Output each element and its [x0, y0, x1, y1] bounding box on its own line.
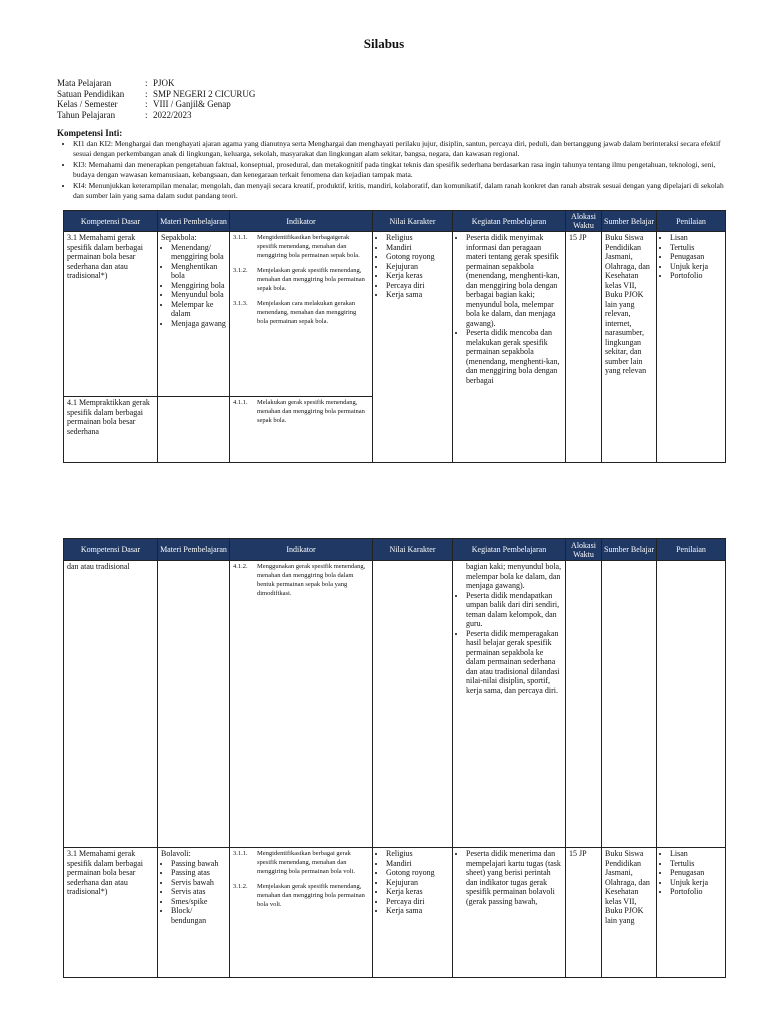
kegiatan-cell — [453, 561, 566, 848]
header-kompetensi-dasar: Kompetensi Dasar — [64, 539, 158, 561]
kegiatan-item: • Peserta didik menerima dan mempelajari kartu tugas (task sheet) yang berisi perintah dan indikator tugas gerak spesifik permainan bolavoli (gerak passing bawah, — [466, 849, 562, 906]
table-row — [64, 848, 726, 978]
indikator-item: 3.1.3. Menjelaskan cara melakukan gerakan menendang, menahan dan menggiring bola permainan sepak bola. — [233, 300, 357, 325]
meta-row: Mata Pelajaran : PJOK — [57, 78, 175, 88]
ki-heading: Kompetensi Inti: — [57, 128, 123, 138]
kegiatan-item: • Peserta didik mendapatkan umpan balik dari diri sendiri, teman dalam kelompok, dan guru. — [466, 591, 562, 629]
nilai-item: • Percaya diri — [386, 897, 449, 907]
materi-item: • Menghentikan bola — [171, 262, 226, 281]
nilai-item: • Kerja sama — [386, 290, 449, 300]
materi-item: • Servis atas — [171, 887, 226, 897]
ki-item: • KI1 dan KI2: Menghargai dan menghayati ajaran agama yang dianutnya serta Menghargai dan menghayati perilaku jujur, disiplin, santun, percaya diri, peduli, dan bertanggung jawab dalam berinteraksi secara efektif sesuai dengan perkembangan anak di lingkungan, keluarga, sekolah, masyarakat dan lingkungan alam sekitar, bangsa, negara, dan kawasan regional. — [73, 139, 729, 160]
meta-value: VIII / Ganjil& Genap — [153, 99, 231, 109]
materi-item: • Melempar ke dalam — [171, 300, 226, 319]
sumber-cell: Buku Siswa Pendidikan Jasmani, Olahraga, dan Kesehatan kelas VII, Buku PJOK lain yang — [602, 848, 657, 978]
materi-item: • Menyundul bola — [171, 290, 226, 300]
header-sumber-belajar: Sumber Belajar — [602, 539, 657, 561]
kd-cell: 3.1 Memahami gerak spesifik dalam berbagai permainan bola besar sederhana dan atau tradisional*) — [64, 232, 158, 397]
kd-cell: 3.1 Memahami gerak spesifik dalam berbagai permainan bola besar sederhana dan atau tradisional*) — [64, 848, 158, 978]
meta-key: Satuan Pendidikan — [57, 88, 125, 99]
nilai-item: • Kerja keras — [386, 887, 449, 897]
indikator-item: 3.1.1. Mengidentifikasikan berbagaigerak spesifik menendang, menahan dan menggiring bola permainan sepak bola. — [233, 234, 360, 259]
penilaian-item: • Unjuk kerja — [670, 262, 722, 272]
table-row — [64, 561, 726, 848]
sumber-cell-empty — [602, 561, 657, 848]
indikator-cell — [230, 848, 373, 978]
syllabus-table-1 — [63, 210, 726, 463]
header-alokasi-waktu: Alokasi Waktu — [566, 211, 602, 232]
meta-key: Mata Pelajaran — [57, 78, 112, 88]
penilaian-cell — [657, 848, 726, 978]
materi-item: • Passing bawah — [171, 859, 226, 869]
kegiatan-item: • Peserta didik memperagakan hasil belajar gerak spesifik permainan sepakbola ke dalam permainan sederhana dan atau tradisional dilandasi nilai-nilai disiplin, sportif, kerja sama, dan percaya diri. — [466, 629, 562, 696]
penilaian-item: • Portofolio — [670, 271, 722, 281]
materi-item: • Menjaga gawang — [171, 319, 226, 329]
nilai-item: • Religius — [386, 849, 449, 859]
header-nilai-karakter: Nilai Karakter — [373, 539, 453, 561]
header-materi: Materi Pembelajaran — [158, 211, 230, 232]
table-header-row — [64, 539, 726, 561]
header-alokasi-waktu: Alokasi Waktu — [566, 539, 602, 561]
meta-value: PJOK — [153, 78, 175, 88]
nilai-cell — [373, 232, 453, 463]
materi-item: • Block/ bendungan — [171, 906, 226, 925]
penilaian-item: • Tertulis — [670, 859, 722, 869]
materi-cell — [158, 232, 230, 397]
core-competencies — [57, 128, 729, 202]
nilai-item: • Gotong royong — [386, 252, 449, 262]
ki-item: • KI4: Menunjukkan keterampilan menalar, mengolah, dan menyaji secara kreatif, produktif, kritis, mandiri, kolaboratif, dan komunikatif, dalam ranah konkret dan ranah abstrak sesuai dengan yang dipelajari di sekolah dan sumber lain yang sama dalam sudut pandang teori. — [73, 181, 729, 202]
page-title: Silabus — [363, 36, 405, 51]
indikator-cell — [230, 397, 373, 463]
header-nilai-karakter: Nilai Karakter — [373, 211, 453, 232]
nilai-item: • Percaya diri — [386, 281, 449, 291]
materi-title: Sepakbola: — [161, 233, 197, 242]
penilaian-item: • Lisan — [670, 233, 722, 243]
table-row — [64, 232, 726, 397]
indikator-item: 3.1.2. Menjelaskan gerak spesifik menendang, menahan dan menggiring bola permainan bola voli. — [233, 883, 365, 908]
header-kegiatan: Kegiatan Pembelajaran — [453, 539, 566, 561]
header-indikator: Indikator — [230, 211, 373, 232]
penilaian-item: • Lisan — [670, 849, 722, 859]
materi-title: Bolavoli: — [161, 849, 191, 858]
meta-key: Kelas / Semester — [57, 99, 118, 109]
header-sumber-belajar: Sumber Belajar — [602, 211, 657, 232]
header-indikator: Indikator — [230, 539, 373, 561]
header-kegiatan: Kegiatan Pembelajaran — [453, 211, 566, 232]
penilaian-item: • Tertulis — [670, 243, 722, 253]
materi-item: • Menggiring bola — [171, 281, 226, 291]
penilaian-item: • Penugasan — [670, 252, 722, 262]
nilai-cell-empty — [373, 561, 453, 848]
materi-item: • Smes/spike — [171, 897, 226, 907]
kegiatan-item: • Peserta didik menyimak informasi dan peragaan materi tentang gerak spesifik permainan sepakbola (menendang, menghenti-kan, dan menggiring bola dengan berbagai bagian kaki; menyundul bola, melempar bola ke dalam, dan menjaga gawang). — [466, 233, 562, 328]
nilai-item: • Religius — [386, 233, 449, 243]
alokasi-cell: 15 JP — [566, 848, 602, 978]
meta-value: 2022/2023 — [153, 109, 192, 120]
materi-cell — [158, 848, 230, 978]
materi-item: • Menendang/ menggiring bola — [171, 243, 226, 262]
penilaian-item: • Portofolio — [670, 887, 722, 897]
indikator-item: 4.1.1. Melakukan gerak spesifik menendang, menahan dan menggiring bola permainan sepak bola. — [233, 399, 365, 424]
materi-cell-empty — [158, 561, 230, 848]
header-penilaian: Penilaian — [657, 211, 726, 232]
kegiatan-item: • Peserta didik mencoba dan melakukan gerak spesifik permainan sepakbola (menendang, menghenti-kan, dan menggiring bola dengan berbagai — [466, 328, 562, 385]
nilai-item: • Mandiri — [386, 243, 449, 253]
materi-cell-empty — [158, 397, 230, 463]
alokasi-cell: 15 JP — [566, 232, 602, 463]
meta-value: SMP NEGERI 2 CICURUG — [153, 88, 256, 99]
alokasi-cell-empty — [566, 561, 602, 848]
penilaian-cell — [657, 232, 726, 463]
meta-row: Kelas / Semester : VIII / Ganjil& Genap — [57, 99, 231, 109]
nilai-item: • Kerja sama — [386, 906, 449, 916]
nilai-cell — [373, 848, 453, 978]
kd-cell: 4.1 Mempraktikkan gerak spesifik dalam berbagai permainan bola besar sederhana — [64, 397, 158, 463]
penilaian-item: • Unjuk kerja — [670, 878, 722, 888]
nilai-item: • Kerja keras — [386, 271, 449, 281]
ki-item: • KI3: Memahami dan menerapkan pengetahuan faktual, konseptual, prosedural, dan metakognitif pada tingkat teknis dan spesifik sederhana berdasarkan rasa ingin tahunya tentang ilmu pengetahuan, teknologi, seni, budaya dengan wawasan kemanusiaan, kebangsaan, dan kenegaraan terkait fenomena dan kejadian tampak mata. — [73, 160, 729, 181]
kegiatan-cell — [453, 232, 566, 463]
header-penilaian: Penilaian — [657, 539, 726, 561]
meta-key: Tahun Pelajaran — [57, 109, 116, 120]
nilai-item: • Kejujuran — [386, 878, 449, 888]
meta-row: Tahun Pelajaran : 2022/2023 — [57, 109, 192, 120]
syllabus-table-2 — [63, 538, 726, 978]
header-kompetensi-dasar: Kompetensi Dasar — [64, 211, 158, 232]
header-materi: Materi Pembelajaran — [158, 539, 230, 561]
kegiatan-cell — [453, 848, 566, 978]
indikator-item: 3.1.1. Mengidentifikasikan berbagai gerak spesifik menendang, menahan dan menggiring bola permainan bola voli. — [233, 850, 356, 875]
penilaian-item: • Penugasan — [670, 868, 722, 878]
penilaian-cell-empty — [657, 561, 726, 848]
sumber-cell: Buku Siswa Pendidikan Jasmani, Olahraga, dan Kesehatan kelas VII, Buku PJOK lain yang relevan, internet, narasumber, lingkungan sekitar, dan sumber lain yang relevan — [602, 232, 657, 463]
nilai-item: • Gotong royong — [386, 868, 449, 878]
meta-row: Satuan Pendidikan : SMP NEGERI 2 CICURUG — [57, 88, 256, 99]
materi-item: • Passing atas — [171, 868, 226, 878]
kd-cell: dan atau tradisional — [64, 561, 158, 848]
materi-item: • Servis bawah — [171, 878, 226, 888]
indikator-item: 4.1.2. Menggunakan gerak spesifik menendang, menahan dan menggiring bola dalam bentuk permainan sepak bola yang dimodifikasi. — [233, 563, 366, 597]
indikator-item: 3.1.2. Menjelaskan gerak spesifik menendang, menahan dan menggiring bola permainan sepak bola. — [233, 267, 365, 292]
identity-block — [57, 78, 255, 120]
kegiatan-continued: bagian kaki; menyundul bola, melempar bola ke dalam, dan menjaga gawang). — [466, 562, 562, 590]
indikator-cell — [230, 232, 373, 397]
indikator-cell — [230, 561, 373, 848]
nilai-item: • Kejujuran — [386, 262, 449, 272]
table-header-row — [64, 211, 726, 232]
nilai-item: • Mandiri — [386, 859, 449, 869]
